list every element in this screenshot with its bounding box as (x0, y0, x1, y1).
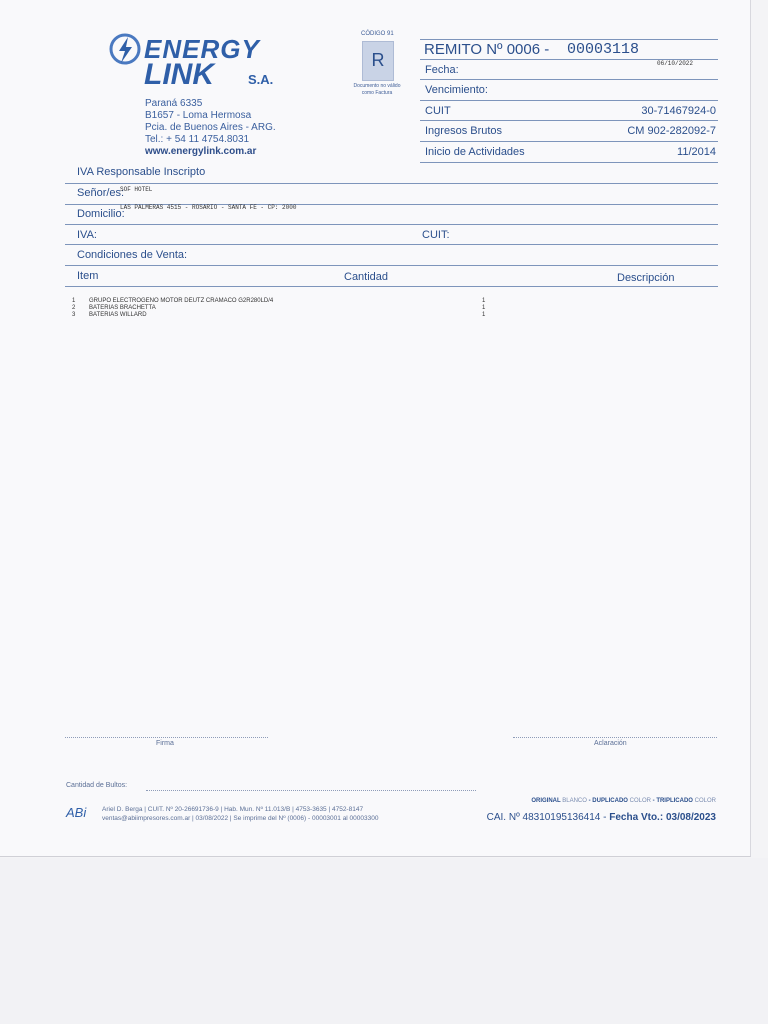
customer-cuit-label: CUIT: (422, 229, 450, 241)
logo-link-text: LINK (144, 58, 214, 91)
ingresos-brutos-value: CM 902-282092-7 (627, 125, 716, 137)
fecha-label: Fecha: (425, 64, 459, 76)
doc-not-invoice-note: Documento no válido como Factura (353, 83, 401, 96)
bultos-label: Cantidad de Bultos: (66, 782, 128, 789)
table-header-rule (65, 286, 718, 287)
cai-number: CAI. Nº 48310195136414 - (486, 812, 607, 823)
fecha-value: 06/10/2022 (657, 60, 694, 67)
company-address (145, 98, 276, 158)
address-line: B1657 - Loma Hermosa (145, 110, 252, 121)
row-item-number: 1 (72, 298, 76, 304)
cuit-label: CUIT (425, 105, 451, 117)
doc-letter: R (371, 50, 385, 70)
logo-sa-text: S.A. (248, 72, 274, 87)
header-rule (420, 141, 718, 142)
row-quantity: 1 (482, 298, 486, 304)
senores-value: SOF HOTEL (120, 186, 153, 193)
printer-line-1: Ariel D. Berga | CUIT. Nº 20-26691736-9 | Hab. Mun. Nº 11.013/B | 4753-3635 | 4752-8147 (102, 806, 364, 813)
vencimiento-label: Vencimiento: (425, 84, 488, 96)
copy-original-color: BLANCO (562, 798, 587, 804)
header-rule (420, 39, 718, 40)
address-line: Tel.: + 54 11 4754.8031 (145, 134, 250, 145)
copy-duplicado: DUPLICADO (592, 798, 628, 804)
domicilio-label: Domicilio: (77, 208, 125, 220)
customer-rule (65, 183, 718, 184)
copy-triplicado-color: COLOR (694, 798, 716, 804)
customer-rule (65, 265, 718, 266)
aclaracion-label: Aclaración (594, 740, 627, 747)
firma-line (65, 737, 268, 738)
address-line: Paraná 6335 (145, 98, 203, 109)
customer-rule (65, 224, 718, 225)
customer-rule (65, 244, 718, 245)
row-quantity: 1 (482, 305, 486, 311)
col-header-descripcion: Descripción (617, 272, 675, 284)
ingresos-brutos-label: Ingresos Brutos (425, 125, 503, 137)
col-header-item: Item (77, 270, 99, 282)
background-page-below (0, 858, 768, 1024)
header-rule (420, 100, 718, 101)
header-rule (420, 79, 718, 80)
doc-letter-box (362, 41, 394, 81)
inicio-actividades-label: Inicio de Actividades (425, 146, 525, 158)
company-logo (108, 32, 288, 92)
row-description: BATERIAS BRACHETTA (89, 305, 156, 311)
row-quantity: 1 (482, 312, 486, 318)
row-item-number: 3 (72, 312, 76, 318)
logo-energy-text: ENERGY (144, 34, 260, 64)
condiciones-venta-label: Condiciones de Venta: (77, 249, 188, 261)
row-description: BATERIAS WILLARD (89, 312, 147, 318)
domicilio-value: LAS PALMERAS 4515 - ROSARIO - SANTA FE - CP: 2000 (120, 204, 297, 211)
row-item-number: 2 (72, 305, 76, 311)
printer-line-2: ventas@abiimpresores.com.ar | 03/08/2022 | Se imprime del Nº (0006) - 00003001 al 00003300 (102, 815, 379, 822)
inicio-actividades-value: 11/2014 (677, 146, 716, 158)
bultos-line (146, 790, 476, 791)
copy-triplicado: TRIPLICADO (656, 798, 693, 804)
header-rule (420, 120, 718, 121)
copies-legend: ORIGINAL BLANCO - DUPLICADO COLOR - TRIPLICADO COLOR (531, 798, 716, 804)
copy-original: ORIGINAL (531, 798, 561, 804)
lightning-bolt-icon (108, 32, 144, 68)
iva-label: IVA: (77, 229, 97, 241)
company-website: www.energylink.com.ar (145, 146, 257, 157)
remito-label: REMITO Nº 0006 - (424, 41, 550, 58)
cuit-value: 30-71467924-0 (641, 105, 716, 117)
aclaracion-line (513, 737, 717, 738)
header-rule (420, 162, 718, 163)
fecha-vto: Fecha Vto.: 03/08/2023 (609, 812, 716, 823)
col-header-cantidad: Cantidad (344, 271, 389, 283)
copy-duplicado-color: COLOR (629, 798, 651, 804)
table-row (72, 312, 486, 318)
table-row (72, 298, 486, 304)
cai-info (487, 812, 716, 823)
address-line: Pcia. de Buenos Aires - ARG. (145, 122, 276, 133)
row-description: GRUPO ELECTROGENO MOTOR DEUTZ CRAMACO G2R280LD/4 (89, 298, 274, 304)
printer-logo: ABi (66, 805, 87, 820)
iva-condition: IVA Responsable Inscripto (77, 166, 206, 178)
table-row (72, 305, 486, 311)
remito-number: 00003118 (567, 41, 640, 58)
senores-label: Señor/es: (77, 187, 125, 199)
codigo-label: CÓDIGO 91 (361, 31, 394, 37)
firma-label: Firma (156, 740, 174, 747)
